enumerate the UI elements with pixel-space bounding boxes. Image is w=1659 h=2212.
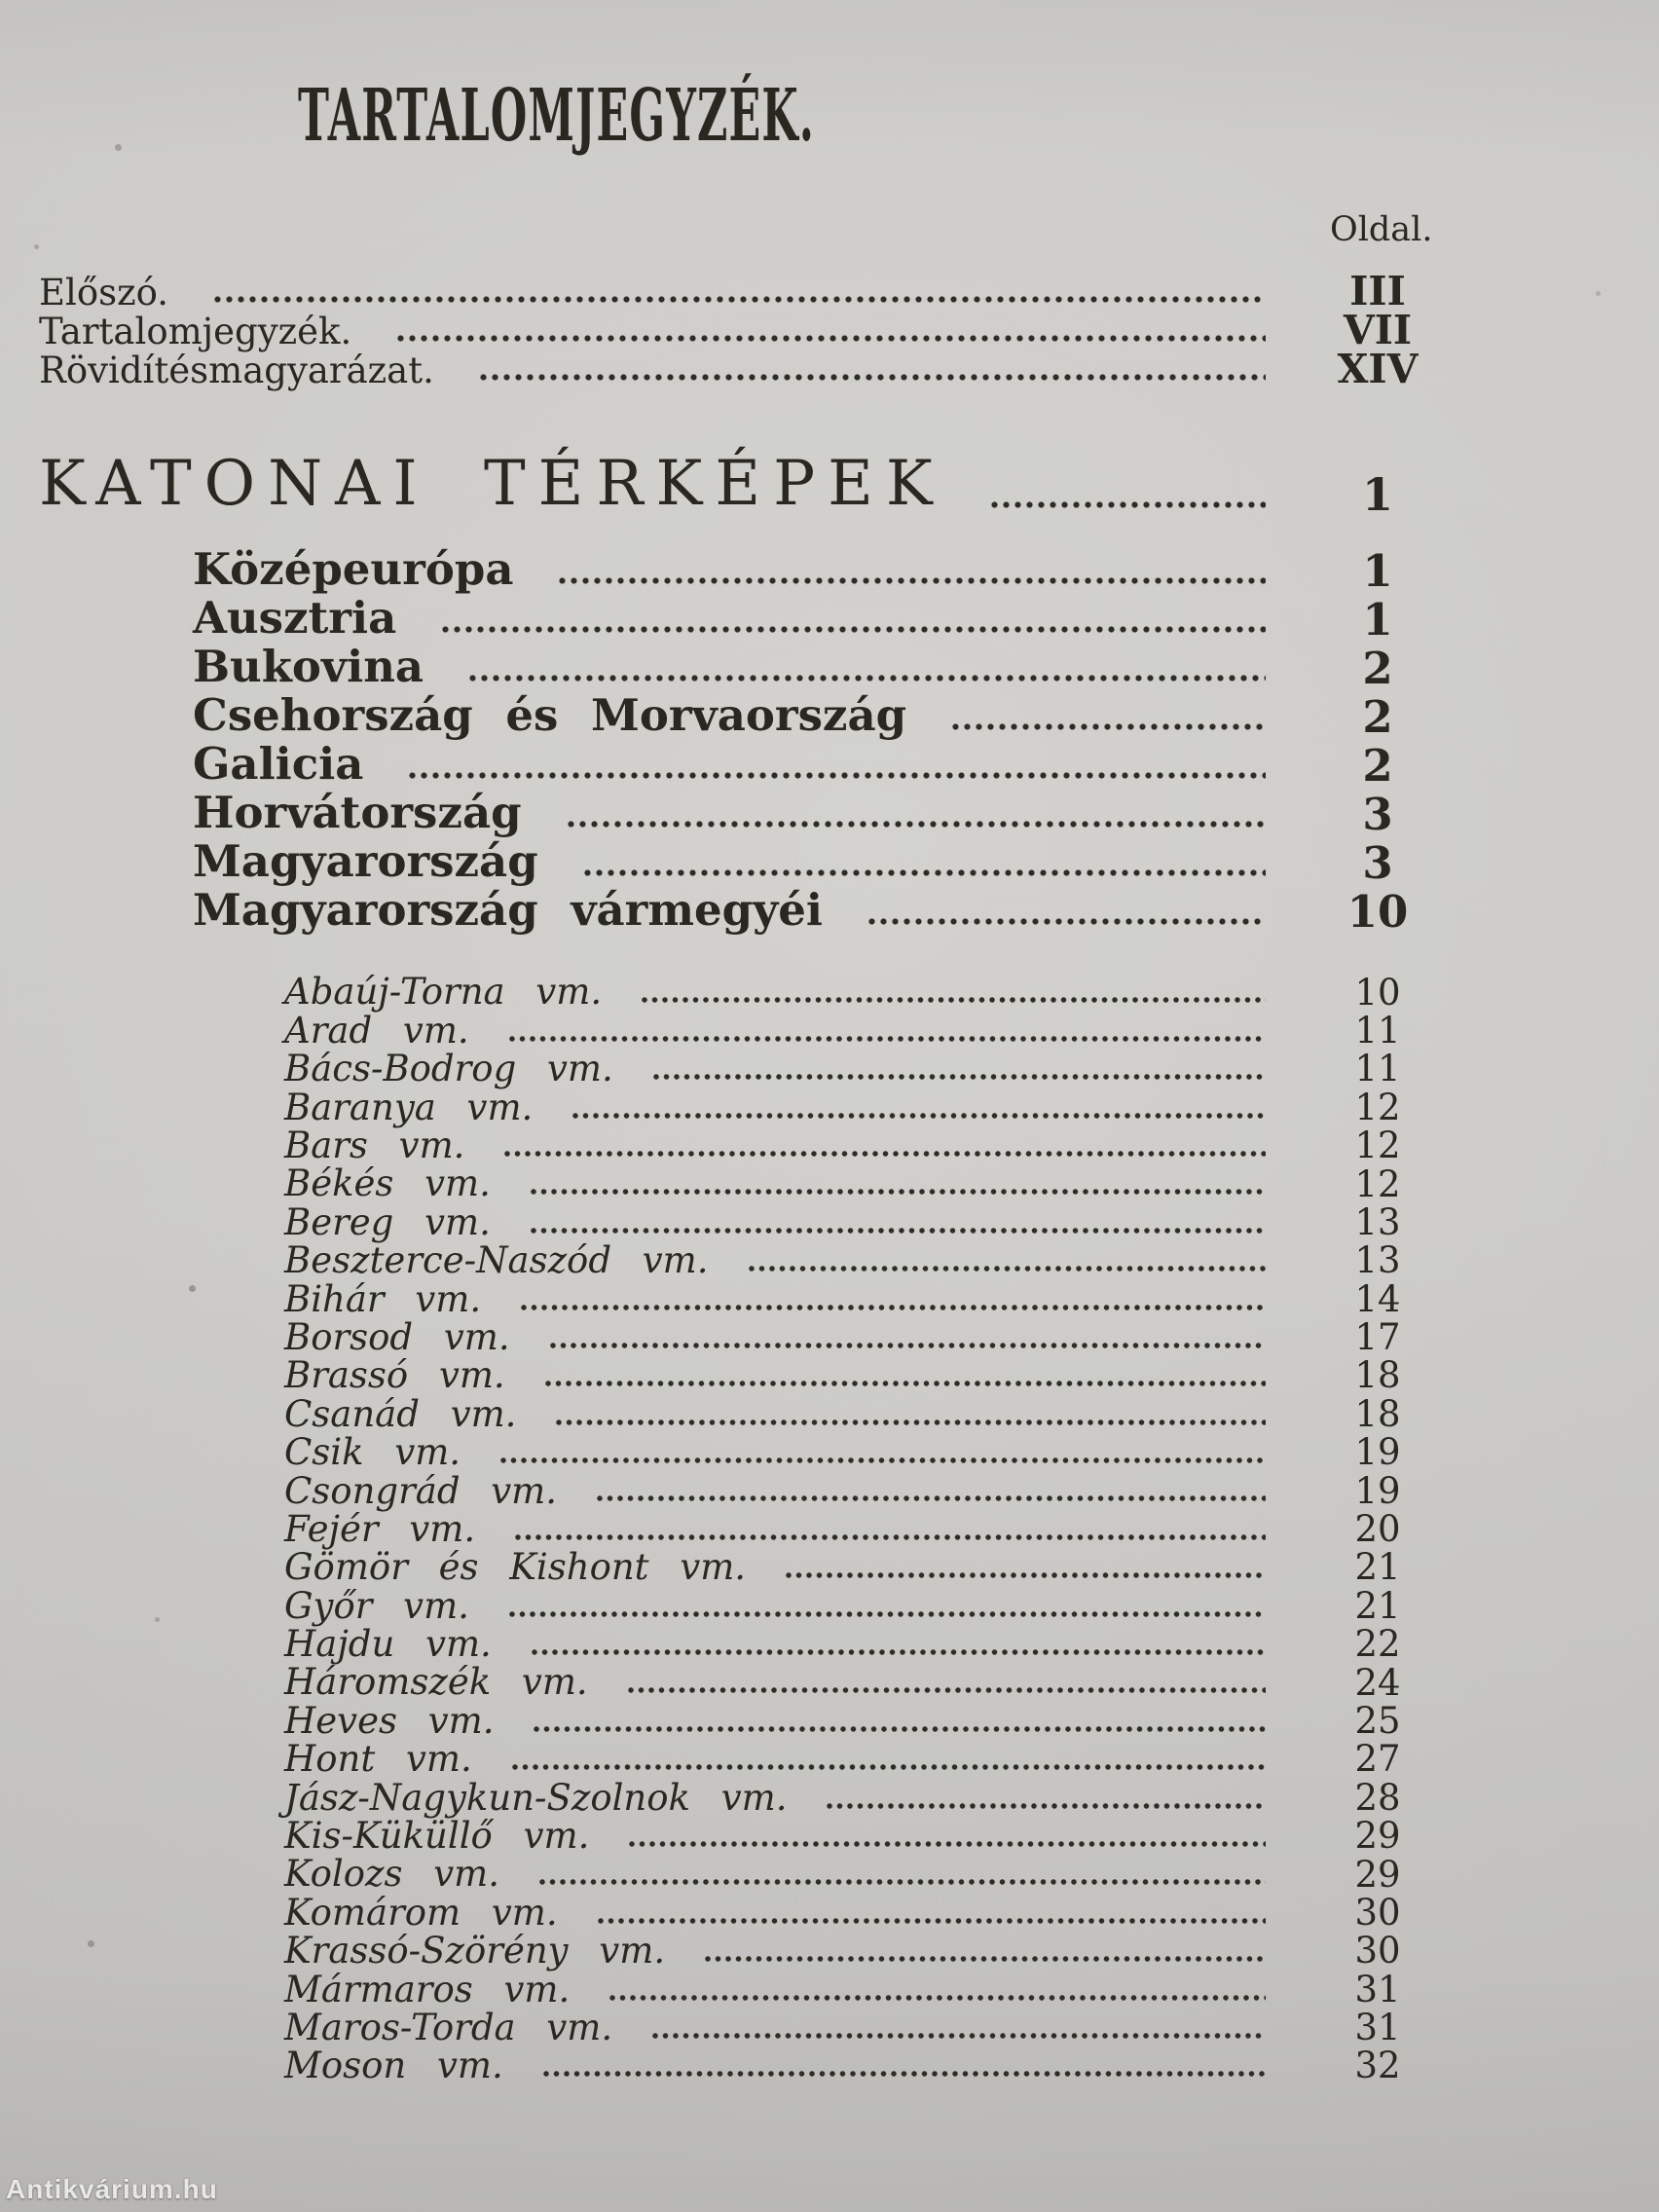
- toc-entry-page: 10: [1354, 971, 1401, 1014]
- toc-entry-page: 2: [1362, 690, 1393, 743]
- toc-entry-page: 12: [1354, 1086, 1401, 1128]
- toc-row: [39, 1699, 1460, 1742]
- toc-entry-page: 32: [1354, 2045, 1401, 2087]
- toc-row: [39, 306, 1460, 353]
- toc-entry-page: 13: [1354, 1239, 1401, 1282]
- toc-entry-page: 3: [1362, 788, 1393, 840]
- toc-row: [39, 1661, 1460, 1704]
- dotted-leader: [396, 334, 1266, 343]
- toc-entry-page: 18: [1354, 1392, 1401, 1435]
- toc-row: [39, 1239, 1460, 1282]
- toc-entry-label: Bukovina: [193, 641, 424, 693]
- toc-entry-label: Brassó vm.: [284, 1354, 505, 1397]
- toc-entry-page: 22: [1354, 1623, 1401, 1666]
- toc-entry-page: 21: [1354, 1546, 1401, 1589]
- toc-entry-page: 10: [1346, 885, 1409, 938]
- dotted-leader: [514, 1533, 1266, 1541]
- dotted-leader: [628, 1840, 1266, 1848]
- toc-entry-label: Bács-Bodrog vm.: [284, 1048, 613, 1090]
- toc-row: [39, 1392, 1460, 1435]
- watermark: Antikvárium.hu: [6, 2174, 218, 2204]
- toc-row: [39, 884, 1460, 938]
- toc-entry-page: 28: [1354, 1776, 1401, 1819]
- toc-row: [39, 1584, 1460, 1627]
- toc-entry-label: Magyarország vármegyéi: [193, 884, 823, 937]
- toc-entry-label: Beszterce-Naszód vm.: [284, 1239, 709, 1282]
- dotted-leader: [544, 1380, 1266, 1387]
- toc-entry-label: Győr vm.: [284, 1584, 469, 1627]
- dotted-leader: [567, 820, 1266, 829]
- dotted-leader: [441, 625, 1266, 634]
- toc-entry-page: 3: [1362, 836, 1393, 889]
- dotted-leader: [627, 1686, 1266, 1694]
- dotted-leader: [571, 1112, 1266, 1120]
- toc-entry-page: 12: [1354, 1162, 1401, 1205]
- toc-entry-page: 31: [1354, 2007, 1401, 2049]
- toc-entry-label: Arad vm.: [284, 1009, 469, 1051]
- toc-row: [39, 1124, 1460, 1167]
- toc-row: [39, 1162, 1460, 1205]
- toc-entry-label: Kolozs vm.: [284, 1853, 500, 1896]
- toc-entry-label: Kis-Küküllő vm.: [284, 1815, 590, 1858]
- dotted-leader: [213, 295, 1266, 304]
- toc-entry-page: 29: [1354, 1853, 1401, 1896]
- toc-entry-page: 11: [1354, 1009, 1401, 1051]
- dotted-leader: [549, 1342, 1266, 1349]
- page-title: TARTALOMJEGYZÉK.: [298, 74, 815, 158]
- toc-entry-page: 27: [1354, 1738, 1401, 1781]
- toc-row: [39, 835, 1460, 889]
- toc-entry-label: Abaúj-Torna vm.: [284, 971, 603, 1014]
- dotted-leader: [503, 1150, 1266, 1158]
- toc-entry-page: 11: [1354, 1048, 1401, 1090]
- dotted-leader: [608, 1994, 1266, 2002]
- toc-entry-label: Csanád vm.: [284, 1392, 517, 1435]
- toc-row: [39, 1315, 1460, 1359]
- toc-entry-label: Maros-Torda vm.: [284, 2006, 613, 2048]
- toc-entry-label: Borsod vm.: [284, 1315, 510, 1358]
- toc-row: [39, 1431, 1460, 1474]
- toc-row: [39, 594, 1460, 643]
- toc-entry-page: 17: [1354, 1316, 1401, 1359]
- dotted-leader: [558, 576, 1266, 585]
- toc-row: [39, 1546, 1460, 1589]
- toc-row: [39, 2047, 1460, 2085]
- dotted-leader: [826, 1802, 1266, 1810]
- toc-entry-label: Krassó-Szörény vm.: [284, 1930, 666, 1972]
- toc-entry-label: Háromszék vm.: [284, 1661, 588, 1704]
- toc-row: [39, 1776, 1460, 1819]
- toc-row: [39, 1815, 1460, 1858]
- toc-row: [39, 689, 1460, 743]
- toc-entry-label: Bars vm.: [284, 1124, 465, 1166]
- dotted-leader: [542, 2070, 1266, 2078]
- toc-entry-label: Komárom vm.: [284, 1891, 558, 1934]
- toc-entry-page: 19: [1354, 1469, 1401, 1512]
- toc-entry-label: Rövidítésmagyarázat.: [39, 350, 434, 392]
- dotted-leader: [785, 1571, 1266, 1579]
- toc-entry-label: Baranya vm.: [284, 1086, 534, 1128]
- toc-entry-page: 24: [1354, 1661, 1401, 1704]
- toc-entry-label: Magyarország: [193, 835, 538, 888]
- dotted-leader: [748, 1265, 1266, 1272]
- toc-row: [39, 1623, 1460, 1666]
- toc-entry-label: Galicia: [193, 738, 364, 791]
- toc-entry-page: 13: [1354, 1200, 1401, 1243]
- toc-entry-page: 31: [1354, 1968, 1401, 2010]
- toc-entry-label: Bereg vm.: [284, 1200, 491, 1243]
- dotted-leader: [583, 868, 1266, 877]
- dotted-leader: [479, 373, 1266, 382]
- toc-entry-page: 1: [1361, 467, 1393, 521]
- toc-row: [39, 1968, 1460, 2010]
- dotted-leader: [530, 1188, 1266, 1196]
- toc-row: [39, 738, 1460, 792]
- dotted-leader: [530, 1227, 1266, 1235]
- counties-list: [39, 971, 1460, 2087]
- dotted-leader: [468, 674, 1266, 682]
- toc-entry-label: Csongrád vm.: [284, 1469, 558, 1512]
- toc-entry-page: 19: [1354, 1431, 1401, 1474]
- dotted-leader: [651, 2032, 1266, 2040]
- page-column-header: Oldal.: [1330, 210, 1433, 249]
- toc-entry-page: III: [1349, 267, 1406, 314]
- toc-entry-label: Békés vm.: [284, 1162, 491, 1205]
- toc-entry-label: Csik vm.: [284, 1431, 461, 1474]
- dotted-leader: [508, 1035, 1266, 1043]
- toc-row: [39, 1088, 1460, 1126]
- frontmatter-list: [39, 267, 1460, 392]
- toc-entry-page: 30: [1354, 1891, 1401, 1934]
- toc-entry-label: Mármaros vm.: [284, 1968, 571, 2010]
- toc-row: [39, 1009, 1460, 1051]
- toc-row: [39, 641, 1460, 694]
- toc-row: [39, 267, 1460, 314]
- toc-entry-page: 1: [1362, 544, 1393, 597]
- toc-entry-page: 18: [1354, 1354, 1401, 1397]
- dotted-leader: [520, 1304, 1266, 1311]
- toc-row: [39, 345, 1460, 392]
- toc-row: [39, 1930, 1460, 1972]
- toc-entry-label: Bihár vm.: [284, 1277, 482, 1320]
- toc-row: [39, 1507, 1460, 1551]
- toc-entry-page: VII: [1343, 306, 1413, 353]
- dotted-leader: [596, 1494, 1266, 1502]
- toc-row: [39, 1354, 1460, 1397]
- toc-entry-page: 20: [1354, 1508, 1401, 1551]
- toc-entry-label: Hont vm.: [284, 1738, 472, 1781]
- toc-entry-label: Csehország és Morvaország: [193, 689, 907, 742]
- toc-row: [39, 1738, 1460, 1781]
- dotted-leader: [533, 1725, 1266, 1733]
- toc-entry-page: 21: [1354, 1584, 1401, 1627]
- main-section-row: [39, 440, 1460, 521]
- toc-row: [39, 2006, 1460, 2049]
- toc-entry-label: Horvátország: [193, 787, 522, 839]
- regions-list: [39, 543, 1460, 938]
- dotted-leader: [508, 1610, 1266, 1618]
- toc-entry-label: Hajdu vm.: [284, 1623, 492, 1666]
- toc-entry-page: 12: [1354, 1124, 1401, 1167]
- dotted-leader: [990, 500, 1266, 509]
- toc-entry-label: Előszó.: [39, 272, 168, 314]
- toc-entry-page: 2: [1362, 739, 1393, 792]
- dotted-leader: [511, 1763, 1266, 1771]
- toc-entry-label: Középeurópa: [193, 543, 514, 596]
- toc-entry-label: Tartalomjegyzék.: [39, 311, 352, 353]
- toc-entry-page: 29: [1354, 1815, 1401, 1858]
- toc-entry-label: Gömör és Kishont vm.: [284, 1546, 747, 1589]
- toc-entry-label: Heves vm.: [284, 1699, 495, 1742]
- toc-row: [39, 1853, 1460, 1896]
- dotted-leader: [538, 1878, 1266, 1886]
- dotted-leader: [641, 996, 1266, 1004]
- dotted-leader: [597, 1917, 1266, 1925]
- toc-row: [39, 1200, 1460, 1243]
- dotted-leader: [652, 1073, 1266, 1081]
- toc-row: [39, 543, 1460, 597]
- toc-entry-label: Ausztria: [193, 592, 397, 645]
- toc-row: [39, 440, 1460, 521]
- toc-entry-page: 2: [1362, 642, 1393, 694]
- toc-entry-page: 14: [1354, 1277, 1401, 1320]
- dotted-leader: [704, 1955, 1266, 1963]
- scan-specks: [0, 0, 3, 3]
- toc-row: [39, 1048, 1460, 1090]
- toc-entry-label: Moson vm.: [284, 2045, 503, 2087]
- toc-row: [39, 787, 1460, 840]
- toc-entry-page: XIV: [1337, 345, 1419, 392]
- toc-row: [39, 1891, 1460, 1934]
- toc-entry-label: Jász-Nagykun-Szolnok vm.: [284, 1776, 788, 1819]
- toc-row: [39, 1469, 1460, 1512]
- toc-entry-label: KATONAI TÉRKÉPEK: [39, 447, 945, 520]
- toc-entry-page: 30: [1354, 1930, 1401, 1972]
- dotted-leader: [951, 722, 1266, 731]
- toc-entry-page: 1: [1362, 593, 1393, 645]
- dotted-leader: [555, 1419, 1266, 1426]
- toc-row: [39, 1277, 1460, 1320]
- toc-entry-label: Fejér vm.: [284, 1507, 476, 1550]
- dotted-leader: [867, 917, 1266, 926]
- dotted-leader: [408, 771, 1266, 780]
- toc-row: [39, 971, 1460, 1014]
- dotted-leader: [531, 1648, 1266, 1656]
- toc-entry-page: 25: [1354, 1699, 1401, 1742]
- dotted-leader: [499, 1456, 1266, 1464]
